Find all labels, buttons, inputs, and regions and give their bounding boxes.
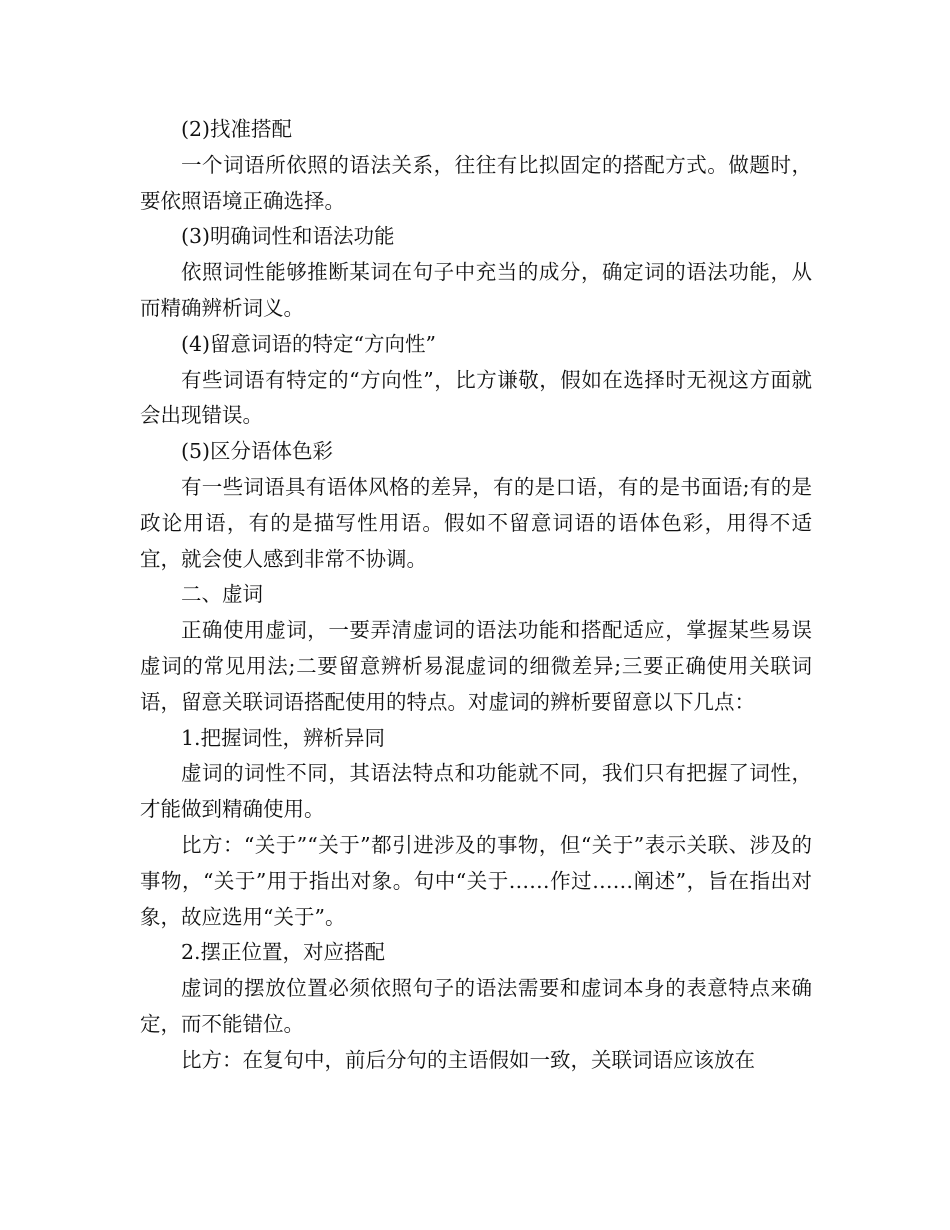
body-paragraph: 虚词的词性不同，其语法特点和功能就不同，我们只有把握了词性，才能做到精确使用。 (140, 761, 812, 822)
body-paragraph: 正确使用虚词，一要弄清虚词的语法功能和搭配适应，掌握某些易误虚词的常见用法;二要留意辨析易混虚词的细微差异;三要正确使用关联词语，留意关联词语搭配使用的特点。对虚词的辨析要留意以下几点： (140, 618, 812, 714)
body-paragraph: 一个词语所依照的语法关系，往往有比拟固定的搭配方式。做题时，要依照语境正确选择。 (140, 152, 812, 213)
body-paragraph: 有一些词语具有语体风格的差异，有的是口语，有的是书面语;有的是政论用语，有的是描写性用语。假如不留意词语的语体色彩，用得不适宜，就会使人感到非常不协调。 (140, 474, 812, 571)
example-paragraph: 比方：在复句中，前后分句的主语假如一致，关联词语应该放在 (181, 1047, 755, 1072)
example-paragraph: 比方：“关于”“关于”都引进涉及的事物，但“关于”表示关联、涉及的事物，“关于”用于指出对象。句中“关于……作过……阐述”，旨在指出对象，故应选用“关于”。 (140, 832, 812, 929)
body-paragraph: 有些词语有特定的“方向性”，比方谦敬，假如在选择时无视这方面就会出现错误。 (140, 367, 812, 428)
body-paragraph: 依照词性能够推断某词在句子中充当的成分，确定词的语法功能，从而精确辨析词义。 (140, 260, 812, 320)
heading-grasp-word-class: 1.把握词性，辨析异同 (181, 725, 386, 750)
heading-find-collocation: (2)找准搭配 (181, 117, 293, 141)
heading-directionality: (4)留意词语的特定“方向性” (181, 331, 436, 356)
heading-position: 2.摆正位置，对应搭配 (181, 940, 386, 965)
document-page (140, 112, 812, 1079)
section-heading-function-words: 二、虚词 (181, 582, 263, 607)
heading-word-class: (3)明确词性和语法功能 (181, 224, 395, 249)
body-paragraph: 虚词的摆放位置必须依照句子的语法需要和虚词本身的表意特点来确定，而不能错位。 (140, 976, 812, 1036)
heading-register: (5)区分语体色彩 (181, 439, 334, 464)
